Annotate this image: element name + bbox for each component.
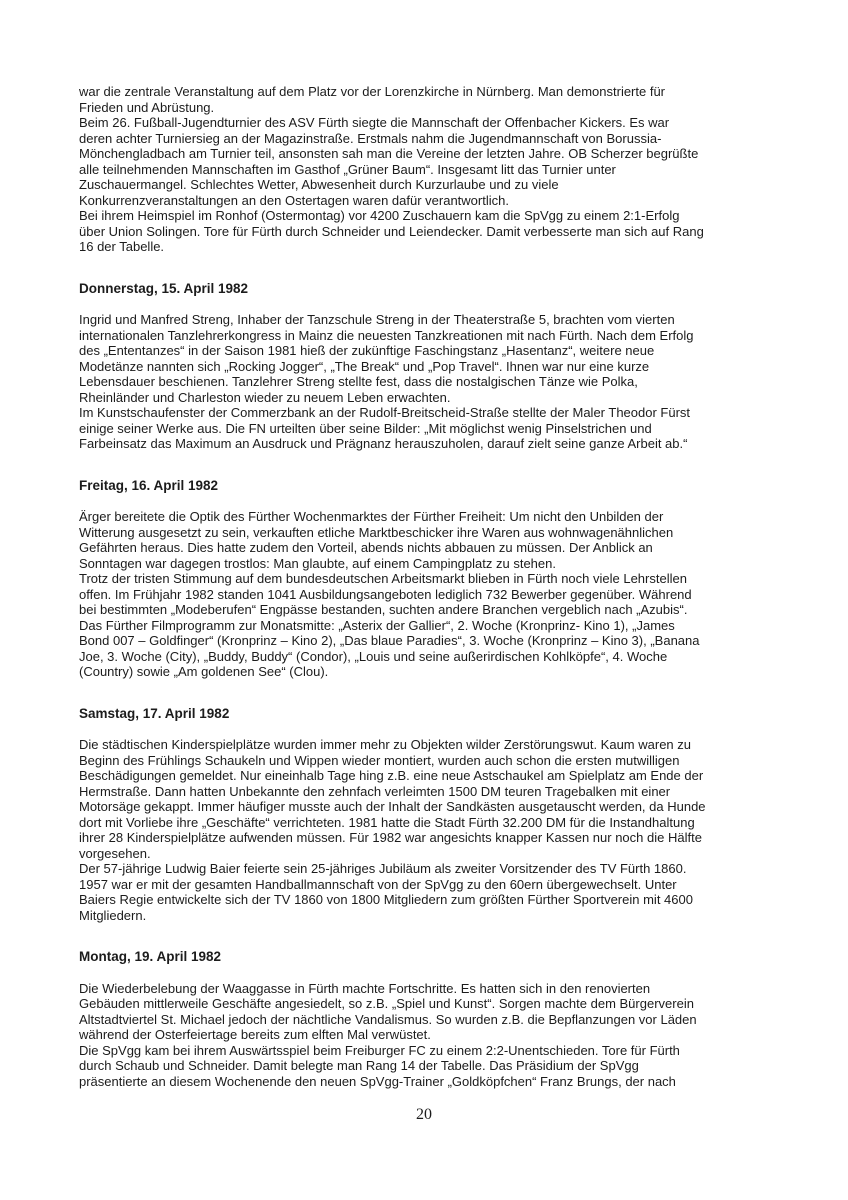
- text-line: Bei ihrem Heimspiel im Ronhof (Ostermontag) vor 4200 Zuschauern kam die SpVgg zu einem 2:1-Erfolg: [79, 208, 680, 223]
- text-line: Lebensdauer beschienen. Tanzlehrer Streng stellte fest, dass die nostalgischen Tänze wie Polka,: [79, 374, 638, 389]
- section-heading: Freitag, 16. April 1982: [79, 477, 219, 493]
- text-line: Mitgliedern.: [79, 907, 147, 923]
- text-line: Bond 007 – Goldfinger“ (Kronprinz – Kino 2), „Das blaue Paradies“, 3. Woche (Kronprinz – Kino 3), „Banana: [79, 633, 700, 648]
- section-heading: Donnerstag, 15. April 1982: [79, 280, 249, 296]
- text-line: Beschädigungen gemeldet. Nur eineinhalb Tage hing z.B. eine neue Astschaukel am Spielplatz am Ende der: [79, 768, 704, 783]
- text-line: Der 57-jährige Ludwig Baier feierte sein 25-jähriges Jubiläum als zweiter Vorsitzender des TV Fürth 1860.: [79, 861, 687, 876]
- text-line: Baiers Regie entwickelte sich der TV 1860 von 1800 Mitgliedern zum größten Fürther Sportverein mit 4600: [79, 892, 693, 907]
- text-line: ihrer 28 Kinderspielplätze aufwenden müssen. Für 1982 war angesichts knapper Kassen nur noch die Hälfte: [79, 830, 702, 845]
- text-line: Mönchengladbach am Turnier teil, ansonsten sah man die Vereine der letzten Jahre. OB Scherzer begrüßte: [79, 146, 699, 161]
- text-line: vorgesehen.: [79, 845, 151, 861]
- section-heading: Samstag, 17. April 1982: [79, 705, 230, 721]
- text-line: bei bestimmten „Modeberufen“ Engpässe bestanden, suchten andere Branchen vergeblich nach „Azubis“.: [79, 602, 688, 617]
- text-line: Beim 26. Fußball-Jugendturnier des ASV Fürth siegte die Mannschaft der Offenbacher Kickers. Es war: [79, 115, 670, 130]
- text-line: des „Ententanzes“ in der Saison 1981 hieß der zukünftige Faschingstanz „Hasentanz“, weitere neue: [79, 343, 655, 358]
- text-line: Gefährten heraus. Dies hatte zudem den Vorteil, abends nichts abbauen zu müssen. Der Anblick an: [79, 540, 653, 555]
- text-line: Altstadtviertel St. Michael jedoch der nächtliche Vandalismus. So wurden z.B. die Bepflanzungen vor Läden: [79, 1011, 697, 1027]
- text-line: Rheinländer und Charleston wieder zu neuem Leben erwachten.: [79, 389, 451, 405]
- text-line: Trotz der tristen Stimmung auf dem bundesdeutschen Arbeitsmarkt blieben in Fürth noch viele Lehrstellen: [79, 571, 687, 586]
- text-line: alle teilnehmenden Mannschaften im Gasthof „Grüner Baum“. Insgesamt litt das Turnier unter: [79, 161, 616, 177]
- text-line: Ingrid und Manfred Streng, Inhaber der Tanzschule Streng in der Theaterstraße 5, brachten vom vierten: [79, 312, 675, 327]
- text-line: Joe, 3. Woche (City), „Buddy, Buddy“ (Condor), „Louis und seine außerirdischen Kohlköpfe“, 4. Woche: [79, 648, 668, 664]
- text-line: deren achter Turniersieg an der Magazinstraße. Erstmals nahm die Jugendmannschaft von Borussia-: [79, 130, 662, 146]
- text-line: Frieden und Abrüstung.: [79, 99, 215, 115]
- text-line: Konkurrenzveranstaltungen an den Ostertagen waren dafür verantwortlich.: [79, 192, 509, 208]
- text-line: Zuschauermangel. Schlechtes Wetter, Abwesenheit durch Kurzurlaube und zu viele: [79, 177, 559, 192]
- page-number: 20: [416, 1106, 432, 1123]
- text-line: 1957 war er mit der gesamten Handballmannschaft von der SpVgg zu den 60ern übergewechselt. Unter: [79, 876, 677, 892]
- text-line: während der Osterfeiertage bereits zum elften Mal verwüstet.: [79, 1027, 431, 1042]
- section-heading: Montag, 19. April 1982: [79, 949, 222, 964]
- text-line: Witterung ausgesetzt zu sein, verkauften etliche Marktbeschicker ihre Waren aus wohnwagenähnlichen: [79, 524, 674, 540]
- text-line: über Union Solingen. Tore für Fürth durch Schneider und Leiendecker. Damit verbesserte man sich auf Rang: [79, 223, 704, 239]
- text-line: Sonntagen war dagegen trostlos: Man glaubte, auf einem Campingplatz zu stehen.: [79, 555, 556, 571]
- text-line: Das Fürther Filmprogramm zur Monatsmitte: „Asterix der Gallier“, 2. Woche (Kronprinz- Kino 1), „James: [79, 617, 675, 633]
- paragraph: [79, 737, 781, 923]
- text-line: internationalen Tanzlehrerkongress in Mainz die neuesten Tanzkreationen mit nach Fürth. Nach dem Erfolg: [79, 327, 694, 343]
- text-line: Farbeinsatz das Maximum an Ausdruck und Prägnanz herauszuholen, darauf zielt seine ganze Arbeit ab.“: [79, 436, 688, 451]
- text-line: Hermstraße. Dann hatten Unbekannte den zehnfach verleimten 1500 DM teuren Tragebalken mit einer: [79, 783, 671, 799]
- text-line: Die SpVgg kam bei ihrem Auswärtsspiel beim Freiburger FC zu einem 2:2-Unentschieden. Tore für Fürth: [79, 1042, 680, 1058]
- text-line: offen. Im Frühjahr 1982 standen 1041 Ausbildungsangeboten lediglich 732 Bewerber gegenüber. Während: [79, 586, 692, 602]
- text-column: [79, 84, 781, 1089]
- text-line: Die Wiederbelebung der Waaggasse in Fürth machte Fortschritte. Es hatten sich in den renovierten: [79, 980, 651, 996]
- text-line: Ärger bereitete die Optik des Fürther Wochenmarktes der Fürther Freiheit: Um nicht den Unbilden der: [79, 509, 664, 524]
- text-line: Gebäuden mittlerweile Geschäfte angesiedelt, so z.B. „Spiel und Kunst“. Sorgen machte dem Bürgerverein: [79, 996, 694, 1011]
- paragraph: [79, 312, 781, 452]
- text-line: Motorsäge gekappt. Immer häufiger musste auch der Inhalt der Sandkästen ausgetauscht werden, da Hunde: [79, 799, 706, 814]
- text-line: war die zentrale Veranstaltung auf dem Platz vor der Lorenzkirche in Nürnberg. Man demonstrierte für: [79, 84, 666, 99]
- paragraph: [79, 84, 781, 255]
- text-line: Beginn des Frühlings Schaukeln und Wippen wieder montiert, wurden auch schon die ersten mutwilligen: [79, 752, 680, 768]
- text-line: präsentierte an diesem Wochenende den neuen SpVgg-Trainer „Goldköpfchen“ Franz Brungs, der nach: [79, 1073, 676, 1089]
- text-line: Modetänze nannten sich „Rocking Jogger“, „The Break“ und „Pop Travel“. Ihnen war nur eine kurze: [79, 358, 650, 374]
- paragraph: [79, 981, 781, 1090]
- text-line: Im Kunstschaufenster der Commerzbank an der Rudolf-Breitscheid-Straße stellte der Maler Theodor Fürst: [79, 405, 691, 420]
- text-line: durch Schaub und Schneider. Damit belegte man Rang 14 der Tabelle. Das Präsidium der SpVgg: [79, 1058, 639, 1073]
- text-line: dort mit Vorliebe ihre „Geschäfte“ verrichteten. 1981 hatte die Stadt Fürth 32.200 DM für die Instandhaltung: [79, 814, 695, 830]
- text-line: Die städtischen Kinderspielplätze wurden immer mehr zu Objekten wilder Zerstörungswut. Kaum waren zu: [79, 737, 691, 752]
- text-line: (Country) sowie „Am goldenen See“ (Clou).: [79, 664, 329, 679]
- paragraph: [79, 509, 781, 680]
- text-line: einige seiner Werke aus. Die FN urteilten über seine Bilder: „Mit möglichst wenig Pinselstrichen und: [79, 420, 652, 436]
- text-line: 16 der Tabelle.: [79, 239, 165, 254]
